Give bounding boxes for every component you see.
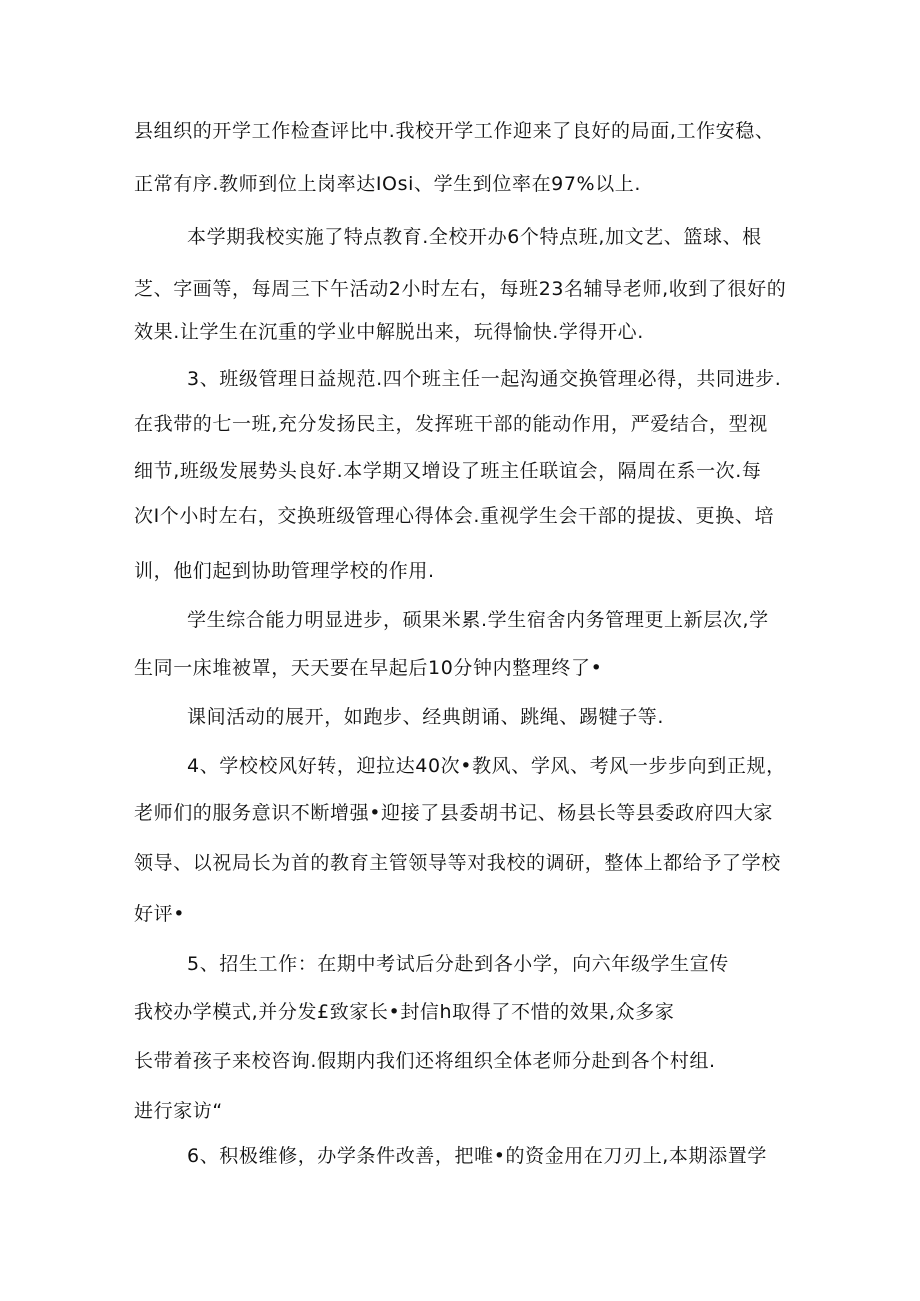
paragraph-start: 4、学校校风好转，迎拉达40次•教风、学风、考风一步步向到正规， xyxy=(187,755,786,777)
text-line: 正常有序.教师到位上岗率达IOsi、学生到位率在97%以上. xyxy=(134,173,642,195)
text-line: 细节,班级发展势头良好.本学期又增设了班主任联谊会，隔周在系一次.每 xyxy=(134,460,762,482)
text-line: 长带着孩子来校咨询.假期内我们还将组织全体老师分赴到各个村组. xyxy=(134,1050,716,1072)
text-line: 进行家访“ xyxy=(134,1100,223,1122)
text-line: 老师们的服务意识不断增强•迎接了县委胡书记、杨县长等县委政府四大家 xyxy=(134,802,774,824)
text-line: 训，他们起到协助管理学校的作用. xyxy=(134,560,435,582)
text-line: 县组织的开学工作检查评比中.我校开学工作迎来了良好的局面,工作安稳、 xyxy=(134,120,775,142)
paragraph-start: 课间活动的展开，如跑步、经典朗诵、跳绳、踢犍子等. xyxy=(187,706,665,728)
paragraph-start: 5、招生工作：在期中考试后分赴到各小学，向六年级学生宣传 xyxy=(187,953,729,975)
text-line: 生同一床堆被罩，天天要在早起后10分钟内整理终了• xyxy=(134,657,603,679)
paragraph-start: 6、积极维修，办学条件改善，把唯•的资金用在刀刃上,本期添置学 xyxy=(187,1145,767,1167)
paragraph-start: 本学期我校实施了特点教育.全校开办6个特点班,加文艺、篮球、根 xyxy=(187,226,762,248)
text-line: 次I个小时左右，交换班级管理心得体会.重视学生会干部的提拔、更换、培 xyxy=(134,505,775,527)
text-line: 好评• xyxy=(134,903,186,925)
text-line: 领导、以祝局长为首的教育主管领导等对我校的调研，整体上都给予了学校 xyxy=(134,852,781,874)
text-line: 芝、字画等，每周三下午活动2小时左右，每班23名辅导老师,收到了很好的 xyxy=(134,278,787,300)
text-line: 效果.让学生在沉重的学业中解脱出来，玩得愉快.学得开心. xyxy=(134,321,644,343)
text-line: 在我带的七一班,充分发扬民主，发挥班干部的能动作用，严爱结合，型视 xyxy=(134,413,768,435)
paragraph-start: 学生综合能力明显进步，硕果米累.学生宿舍内务管理更上新层次,学 xyxy=(187,609,769,631)
text-line: 我校办学模式,并分发£致家长•封信h取得了不惜的效果,众多家 xyxy=(134,1001,675,1023)
paragraph-start: 3、班级管理日益规范.四个班主任一起沟通交换管理必得，共同进步. xyxy=(187,368,782,390)
